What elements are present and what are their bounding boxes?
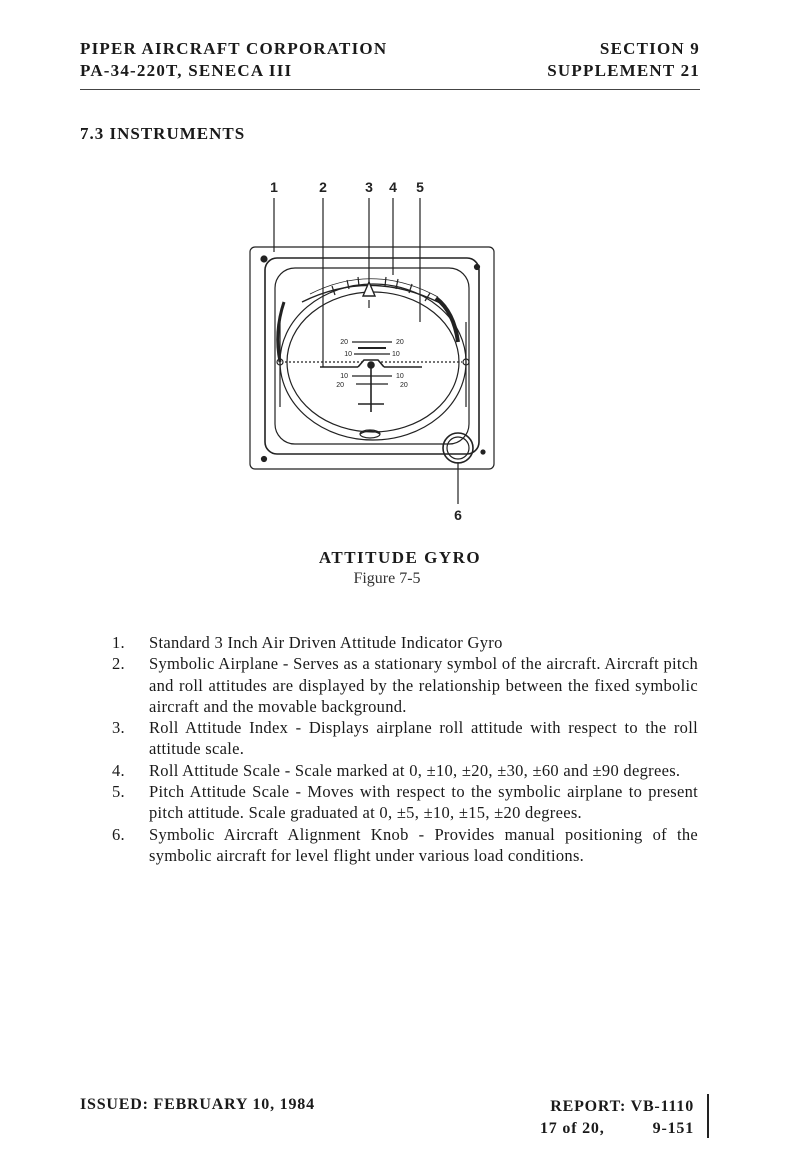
item-number: 3. [112,718,125,738]
list-item [112,717,698,760]
pitch-label: 20 [336,382,344,389]
figure-caption: Figure 7-5 [353,570,421,587]
list-item [112,632,698,653]
page-info [540,1118,694,1140]
instrument-parts-list [112,632,698,866]
aircraft-model: PA-34-220T, SENECA III [80,61,293,80]
item-number: 4. [112,760,125,780]
screw-top-right [475,265,480,270]
pitch-label: 20 [340,339,348,346]
pitch-label: 20 [396,339,404,346]
page-of: 17 of 20, [540,1120,605,1137]
item-number: 2. [112,654,125,674]
item-text: Pitch Attitude Scale - Moves with respect to the symbolic airplane to present pitch attitude. Scale graduated at 0, ±5, ±10, ±15, ±20 degrees. [149,782,698,823]
item-text: Symbolic Aircraft Alignment Knob - Provides manual positioning of the symbolic aircraft for level flight under various load conditions. [149,824,698,865]
item-number: 1. [112,633,125,652]
item-text: Symbolic Airplane - Serves as a stationary symbol of the aircraft. Aircraft pitch and roll attitudes are displayed by the relationship between the fixed symbolic aircraft and the movable background. [149,654,698,716]
section-label: SECTION 9 [599,39,700,58]
footer-report [540,1096,694,1140]
header-right [547,38,700,82]
attitude-gyro-figure [240,172,510,532]
screw-bottom-left [262,457,267,462]
issued-date: ISSUED: FEBRUARY 10, 1984 [80,1096,315,1113]
pitch-label: 10 [396,373,404,380]
header-left [80,38,387,82]
pitch-label: 10 [340,373,348,380]
item-number: 5. [112,782,125,802]
callout-3: 3 [365,179,373,195]
supplement-label: SUPPLEMENT 21 [547,61,700,80]
page-number: 9-151 [652,1120,694,1137]
item-text: Roll Attitude Scale - Scale marked at 0, ±10, ±20, ±30, ±60 and ±90 degrees. [149,760,681,780]
report-number: REPORT: VB-1110 [550,1098,694,1115]
list-item [112,824,698,867]
list-item [112,653,698,717]
pitch-label: 10 [392,351,400,358]
header-rule [80,89,700,90]
callout-1: 1 [270,179,278,195]
section-title: 7.3 INSTRUMENTS [80,124,246,143]
callout-5: 5 [416,179,424,195]
screw-top-left [261,256,267,262]
callout-2: 2 [319,179,327,195]
item-number: 6. [112,824,125,844]
screw-bottom-right [481,450,485,454]
callout-6: 6 [454,507,462,523]
pitch-label: 20 [400,382,408,389]
figure-title: ATTITUDE GYRO [318,548,482,567]
company-name: PIPER AIRCRAFT CORPORATION [80,39,388,58]
list-item [112,781,698,824]
callout-4: 4 [389,179,397,195]
item-text: Roll Attitude Index - Displays airplane roll attitude with respect to the roll attitude scale. [149,718,698,759]
list-item [112,760,698,781]
pitch-label: 10 [344,351,352,358]
item-text: Standard 3 Inch Air Driven Attitude Indicator Gyro [149,633,503,652]
change-bar [707,1094,709,1138]
